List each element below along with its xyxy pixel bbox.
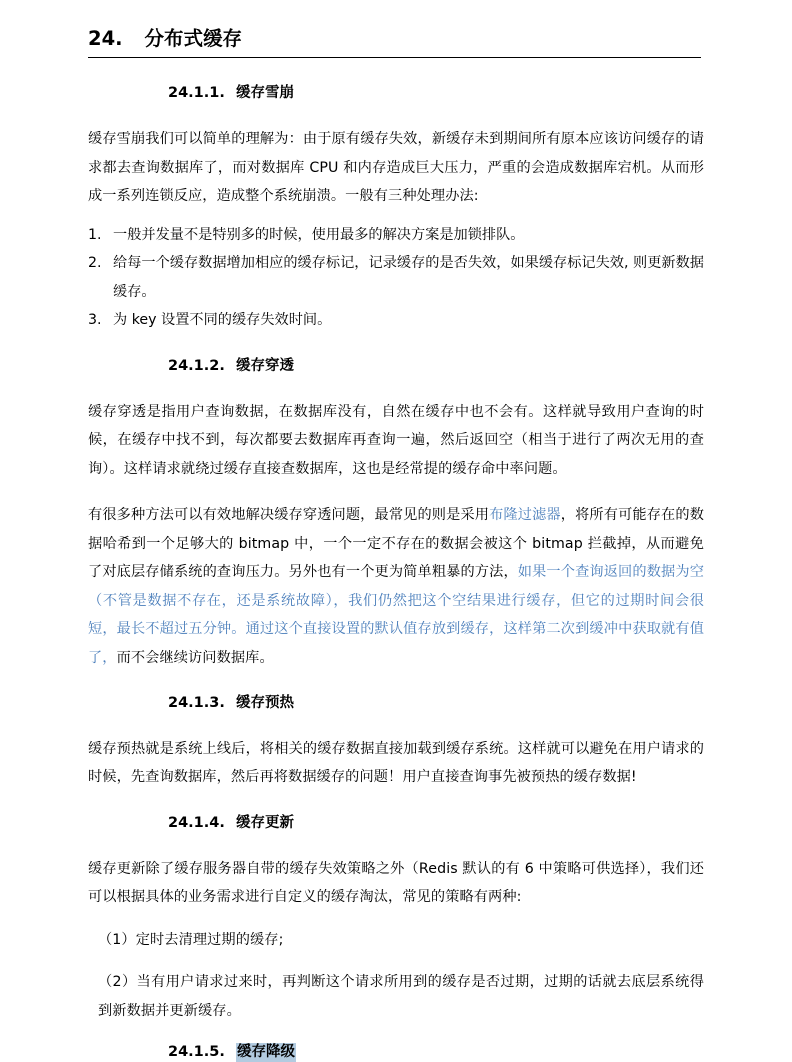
spacer bbox=[88, 103, 704, 125]
spacer bbox=[88, 211, 704, 221]
list-item-text: 给每一个缓存数据增加相应的缓存标记，记录缓存的是否失效，如果缓存标记失效, 则更新数据缓存。 bbox=[113, 255, 704, 300]
section-heading-24-1-4 bbox=[88, 814, 704, 833]
section-number: 24.1.5. bbox=[168, 1044, 225, 1061]
list-item-text: 一般并发量不是特别多的时候，使用最多的解决方案是加锁排队。 bbox=[113, 226, 525, 243]
section-title: 缓存穿透 bbox=[236, 357, 294, 374]
spacer bbox=[88, 792, 704, 814]
spacer bbox=[88, 483, 704, 501]
spacer bbox=[88, 376, 704, 398]
list-marker: 3. bbox=[88, 312, 102, 329]
chapter-title-text: 分布式缓存 bbox=[144, 27, 243, 50]
section-title: 缓存预热 bbox=[236, 695, 294, 711]
paragraph-cache-penetration-2 bbox=[88, 501, 704, 672]
cache-update-item-1: （1）定时去清理过期的缓存; bbox=[98, 931, 284, 948]
spacer bbox=[88, 58, 704, 84]
list-item bbox=[88, 221, 704, 250]
cache-update-item-2: （2）当有用户请求过来时，再判断这个请求所用到的缓存是否过期，过期的话就去底层系统得到新数据并更新缓存。 bbox=[98, 974, 704, 1019]
section-heading-24-1-2 bbox=[88, 357, 704, 376]
spacer bbox=[88, 713, 704, 735]
section-heading-24-1-1 bbox=[88, 84, 704, 103]
paragraph-cache-penetration-1: 缓存穿透是指用户查询数据，在数据库没有，自然在缓存中也不会有。这样就导致用户查询的时候，在缓存中找不到，每次都要去数据库再查询一遍，然后返回空（相当于进行了两次无用的查询）。这样请求就绕过缓存直接查数据库，这也是经常提的缓存命中率问题。 bbox=[88, 403, 704, 477]
section-number: 24.1.3. bbox=[168, 695, 225, 711]
section-title: 缓存更新 bbox=[236, 814, 294, 831]
paragraph-cache-update: 缓存更新除了缓存服务器自带的缓存失效策略之外（Redis 默认的有 6 中策略可供选择），我们还可以根据具体的业务需求进行自定义的缓存淘汰，常见的策略有两种: bbox=[88, 860, 704, 906]
list-item bbox=[88, 306, 704, 335]
list-item-text: 为 key 设置不同的缓存失效时间。 bbox=[113, 312, 332, 329]
section-title-highlighted[interactable]: 缓存降级 bbox=[237, 1044, 295, 1061]
list-avalanche-solutions bbox=[88, 221, 704, 335]
section-title: 缓存雪崩 bbox=[236, 85, 294, 102]
document-content bbox=[88, 26, 704, 1062]
paragraph-cache-avalanche: 缓存雪崩我们可以简单的理解为：由于原有缓存失效，新缓存未到期间所有原本应该访问缓存的请求都去查询数据库了，而对数据库 CPU 和内存造成巨大压力，严重的会造成数据库宕机。从而形成一系列连锁反应，造成整个系统崩溃。一般有三种处理办法: bbox=[88, 131, 704, 205]
spacer bbox=[88, 954, 704, 968]
chapter-title bbox=[88, 26, 704, 56]
chapter-number: 24. bbox=[88, 27, 123, 50]
section-heading-24-1-5 bbox=[88, 1043, 704, 1062]
penetration-text-blue-2: 如果一个查询返回的数据为空（不管是数据不存在，还是系统故障），我们仍然把这个空结果进行缓存，但它的过期时间会很短，最长不超过五分钟。通过这个直接设置的默认值存放到缓存，这样第二次到缓冲中获取就有值了， bbox=[88, 564, 704, 666]
penetration-text-black-3: 而不会继续访问数据库。 bbox=[116, 649, 274, 666]
list-marker: 2. bbox=[88, 255, 102, 272]
spacer bbox=[88, 833, 704, 855]
section-heading-24-1-3 bbox=[88, 694, 704, 713]
spacer bbox=[88, 912, 704, 926]
list-marker: 1. bbox=[88, 226, 102, 243]
penetration-text-black-2: ，将所有可能存在的数据哈希到一个足够大的 bitmap 中，一个一定不存在的数据会被这个 bitmap 拦截掉，从而避免了对底层存储系统的查询压力。另外也有一个更为简单粗暴的方法， bbox=[88, 507, 704, 580]
section-number: 24.1.2. bbox=[168, 357, 225, 374]
penetration-text-blue-1: 布隆过滤器 bbox=[489, 507, 561, 523]
spacer bbox=[88, 672, 704, 694]
section-number: 24.1.1. bbox=[168, 85, 225, 102]
penetration-text-black-1: 有很多种方法可以有效地解决缓存穿透问题，最常见的则是采用 bbox=[88, 507, 490, 523]
list-item bbox=[88, 249, 704, 306]
spacer bbox=[88, 1025, 704, 1043]
spacer bbox=[88, 335, 704, 357]
paragraph-cache-warmup: 缓存预热就是系统上线后，将相关的缓存数据直接加载到缓存系统。这样就可以避免在用户请求的时候，先查询数据库，然后再将数据缓存的问题！用户直接查询事先被预热的缓存数据! bbox=[88, 740, 704, 786]
section-number: 24.1.4. bbox=[168, 814, 225, 831]
